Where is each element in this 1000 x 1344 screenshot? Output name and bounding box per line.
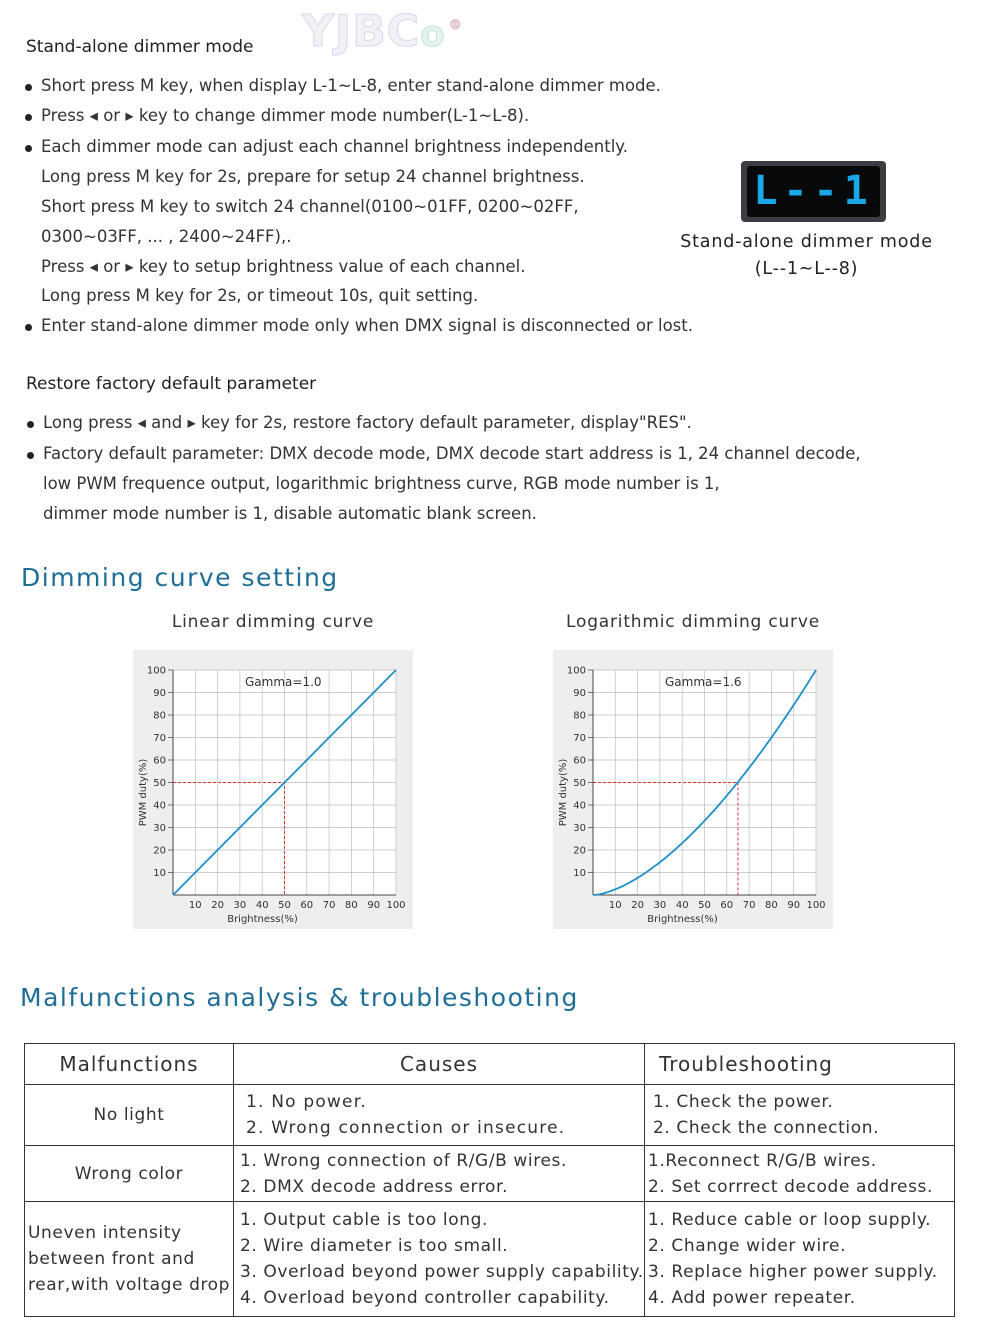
malfunction-text: Wrong color [74, 1163, 184, 1184]
standalone-line-1: Short press M key, when display L-1~L-8, enter stand-alone dimmer mode. [41, 76, 661, 95]
fix-line: 1.Reconnect R/G/B wires. [648, 1150, 877, 1171]
chart-title-log: Logarithmic dimming curve [566, 612, 820, 632]
x-tick-label: 50 [698, 900, 711, 911]
header-causes: Causes [234, 1044, 645, 1085]
y-tick-label: 70 [573, 733, 586, 744]
cause-line: 3. Overload beyond power supply capability. [240, 1262, 644, 1282]
causes-cell [234, 1085, 645, 1146]
x-tick-label: 10 [608, 900, 622, 911]
x-tick-label: 60 [300, 900, 314, 911]
y-tick-label: 100 [146, 665, 166, 677]
x-tick-label: 70 [322, 900, 336, 911]
brand-logo: YJBCo ® [302, 6, 463, 57]
cause-line: 1. Output cable is too long. [240, 1210, 488, 1230]
causes-cell [234, 1146, 645, 1202]
y-tick-label: 90 [573, 688, 586, 699]
x-tick-label: 30 [233, 900, 247, 911]
x-tick-label: 100 [806, 900, 826, 911]
x-tick-label: 20 [631, 900, 644, 911]
y-tick-label: 90 [153, 688, 166, 699]
y-tick-label: 80 [153, 710, 166, 722]
x-tick-label: 90 [787, 900, 801, 911]
y-tick-label: 40 [153, 800, 166, 812]
linear-curve-chart [133, 650, 413, 929]
display-caption-range: (L--1~L--8) [754, 259, 859, 279]
bullet-icon [27, 452, 34, 459]
y-tick-label: 50 [153, 778, 166, 789]
x-tick-label: 10 [188, 900, 202, 911]
led-display-text: L--1 [747, 166, 880, 217]
fix-line: 2. Check the connection. [653, 1118, 880, 1138]
standalone-line-9: Enter stand-alone dimmer mode only when DMX signal is disconnected or lost. [41, 316, 693, 335]
standalone-line-7: Press ◂ or ▸ key to setup brightness value of each channel. [41, 257, 526, 276]
cause-line: 1. No power. [246, 1092, 367, 1112]
malfunction-text: rear,with voltage drop [28, 1275, 231, 1295]
table-header-row [25, 1044, 955, 1085]
y-tick-label: 100 [566, 665, 586, 677]
y-axis-label: PWM duty(%) [558, 758, 569, 827]
x-tick-label: 20 [211, 900, 224, 911]
malfunction-text: Uneven intensity [28, 1223, 182, 1243]
x-axis-label: Brightness(%) [647, 914, 718, 925]
malfunction-cell [25, 1085, 234, 1146]
table-row [25, 1085, 955, 1146]
standalone-line-8: Long press M key for 2s, or timeout 10s, quit setting. [41, 286, 479, 305]
standalone-line-2: Press ◂ or ▸ key to change dimmer mode number(L-1~L-8). [41, 106, 530, 125]
causes-cell [234, 1202, 645, 1317]
standalone-line-4: Long press M key for 2s, prepare for setup 24 channel brightness. [41, 167, 585, 186]
fix-line: 3. Replace higher power supply. [648, 1262, 938, 1282]
standalone-line-6: 0300~03FF, ... , 2400~24FF),. [41, 227, 292, 246]
y-tick-label: 10 [573, 868, 586, 879]
bullet-icon [25, 84, 32, 91]
y-tick-label: 20 [573, 845, 586, 857]
cause-line: 2. Wire diameter is too small. [240, 1236, 509, 1256]
standalone-line-5: Short press M key to switch 24 channel(0100~01FF, 0200~02FF, [41, 197, 579, 216]
x-tick-label: 100 [386, 900, 406, 911]
gamma-annotation: Gamma=1.0 [245, 675, 322, 689]
y-tick-label: 50 [573, 778, 586, 789]
cause-line: 1. Wrong connection of R/G/B wires. [240, 1150, 567, 1171]
dimming-title: Dimming curve setting [21, 563, 339, 592]
x-tick-label: 40 [255, 900, 269, 911]
malfunctions-title: Malfunctions analysis & troubleshooting [20, 983, 579, 1012]
x-tick-label: 70 [742, 900, 756, 911]
fix-line: 2. Set corrrect decode address. [648, 1176, 934, 1197]
malfunction-text: between front and [28, 1249, 195, 1269]
header-malfunctions: Malfunctions [25, 1044, 234, 1085]
bullet-icon [27, 421, 34, 428]
x-tick-label: 50 [278, 900, 291, 911]
y-tick-label: 70 [153, 733, 166, 744]
x-tick-label: 40 [675, 900, 689, 911]
fixes-cell [645, 1085, 955, 1146]
bullet-icon [25, 324, 32, 331]
x-tick-label: 80 [345, 900, 358, 911]
y-axis-label: PWM duty(%) [138, 758, 149, 827]
fix-line: 1. Check the power. [653, 1092, 834, 1112]
y-tick-label: 40 [573, 800, 586, 812]
cause-line: 2. DMX decode address error. [240, 1176, 509, 1197]
fixes-cell [645, 1146, 955, 1202]
cause-line: 4. Overload beyond controller capability. [240, 1288, 610, 1308]
malfunctions-table [24, 1043, 955, 1317]
standalone-line-3: Each dimmer mode can adjust each channel brightness independently. [41, 137, 628, 156]
restore-line-1: Long press ◂ and ▸ key for 2s, restore factory default parameter, display"RES". [43, 413, 692, 432]
fix-line: 1. Reduce cable or loop supply. [648, 1210, 932, 1230]
malfunction-text: No light [93, 1105, 165, 1125]
display-caption: Stand-alone dimmer mode [680, 232, 933, 252]
malfunction-cell [25, 1146, 234, 1202]
gamma-annotation: Gamma=1.6 [665, 675, 742, 689]
x-axis-label: Brightness(%) [227, 914, 298, 925]
standalone-title: Stand-alone dimmer mode [26, 37, 254, 57]
y-tick-label: 10 [153, 868, 166, 879]
y-tick-label: 60 [153, 755, 166, 767]
header-troubleshooting: Troubleshooting [645, 1044, 955, 1085]
bullet-icon [25, 114, 32, 121]
fix-line: 4. Add power repeater. [648, 1288, 856, 1308]
y-tick-label: 60 [573, 755, 586, 767]
table-row [25, 1146, 955, 1202]
restore-line-3: low PWM frequence output, logarithmic brightness curve, RGB mode number is 1, [43, 474, 720, 493]
y-tick-label: 30 [573, 823, 586, 834]
led-display [741, 161, 886, 222]
fix-line: 2. Change wider wire. [648, 1236, 847, 1256]
chart-title-linear: Linear dimming curve [171, 612, 375, 632]
restore-line-2: Factory default parameter: DMX decode mode, DMX decode start address is 1, 24 channel decode, [43, 444, 861, 463]
fixes-cell [645, 1202, 955, 1317]
malfunction-cell [25, 1202, 234, 1317]
y-tick-label: 20 [153, 845, 166, 857]
table-row [25, 1202, 955, 1317]
bullet-icon [25, 145, 32, 152]
x-tick-label: 90 [367, 900, 381, 911]
log-curve-chart [553, 650, 833, 929]
x-tick-label: 60 [720, 900, 734, 911]
x-tick-label: 30 [653, 900, 667, 911]
cause-line: 2. Wrong connection or insecure. [246, 1118, 566, 1138]
restore-title: Restore factory default parameter [26, 374, 317, 394]
y-tick-label: 30 [153, 823, 166, 834]
restore-line-4: dimmer mode number is 1, disable automatic blank screen. [43, 504, 537, 523]
x-tick-label: 80 [765, 900, 778, 911]
y-tick-label: 80 [573, 710, 586, 722]
